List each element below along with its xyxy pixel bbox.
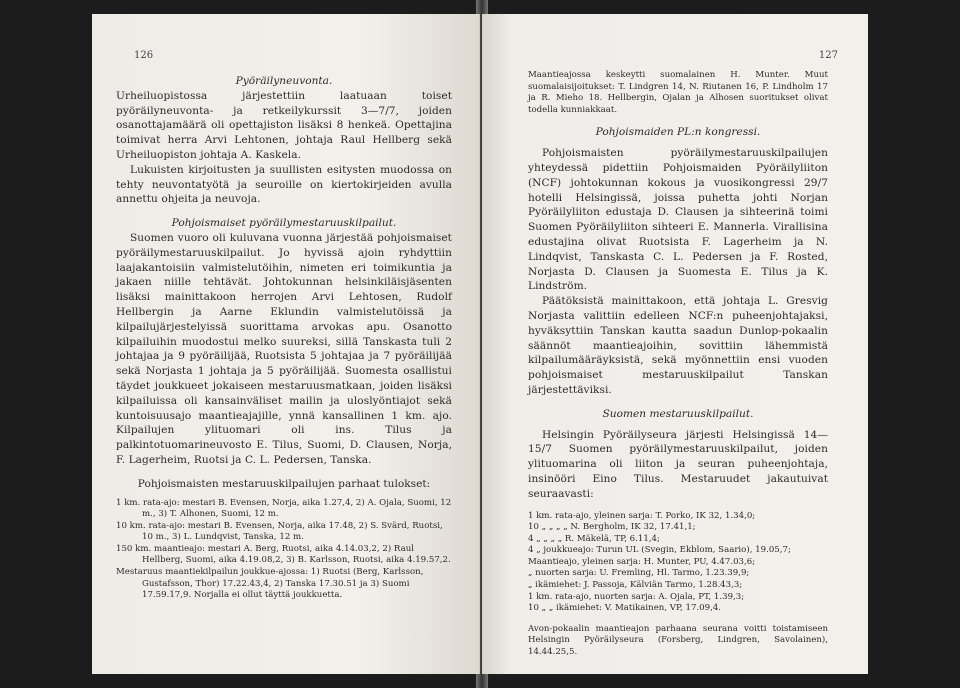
result-line: 10 km. rata-ajo: mestari B. Evensen, Norja, aika 17.48, 2) S. Svärd, Ruotsi, 10 m., 3) L. Lundqvist, Tanska, 12 m.: [116, 520, 443, 543]
body-paragraph: Pohjoismaisten pyöräilymestaruuskilpailujen yhteydessä pidettiin Pohjoismaiden Pyöräilyliiton (NCF) johtokunnan kokous ja vuosikongressi 29/7 hotelli Helsingissä, joissa puhetta johti Norjan Pyöräilyliiton edustaja D. Clausen ja sihteerinä toimi Suomen Pyöräilyliiton sihteeri E. Mannerla. Virallisina edustajina olivat Ruotsista F. Lagerheim ja N. Lindqvist, Tanskasta C. L. Pedersen ja F. Rosted, Norjasta D. Clausen ja Suomesta E. Tilus ja K. Lindström.: [528, 147, 828, 293]
page-number: 126: [134, 50, 154, 61]
body-paragraph: Urheiluopistossa järjestettiin laatuaan toiset pyöräilyneuvonta- ja retkeilykurssit 3—7/7, joiden osanottajamäärä oli opettajiston lisäksi 8 henkeä. Opettajina toimivat herra Arvi Lehtonen, johtaja Raul Hellberg sekä Urheiluopiston johtaja A. Kaskela.: [116, 89, 452, 161]
results-list: [116, 498, 452, 602]
result-line: Mestaruus maantiekilpailun joukkue-ajossa: 1) Ruotsi (Berg, Karlsson, Gustafsson, Thor) 17.22.43,4, 2) Tanska 17.30.51 ja 3) Suomi 17.59.17,9. Norjalla ei ollut täyttä joukkuetta.: [116, 567, 424, 601]
result-line: Maantieajo, yleinen sarja: H. Munter, PU, 4.47.03,6;: [528, 556, 756, 567]
result-line: 1 km. rata-ajo, nuorten sarja: A. Ojala, PT, 1.39,3;: [528, 591, 745, 602]
result-line: 4 „ „ „ „ R. Mäkelä, TP, 6.11,4;: [528, 533, 660, 544]
result-line: 10 „ „ „ „ N. Bergholm, IK 32, 17.41,1;: [528, 522, 696, 533]
section-heading: Suomen mestaruuskilpailut.: [602, 407, 754, 420]
result-line: 150 km. maantieajo: mestari A. Berg, Ruotsi, aika 4.14.03,2, 2) Raul Hellberg, Suomi, aika 4.19.08,2, 3) B. Karlsson, Ruotsi, aika 4.19.57,2.: [116, 543, 451, 566]
section-heading: Pohjoismaiset pyöräilymestaruuskilpailut.: [171, 217, 397, 230]
small-paragraph: Avon-pokaalin maantieajon parhaana seurana voitti toistamiseen Helsingin Pyöräilyseura (Forsberg, Lindgren, Savolainen), 14.44.25,5.: [528, 623, 828, 658]
result-line: 4 „ joukkueajo: Turun UL (Svegin, Ekblom, Saario), 19.05,7;: [528, 545, 791, 556]
results-list: [528, 511, 828, 615]
section-heading: Pyöräilyneuvonta.: [235, 75, 333, 87]
page-number: 127: [818, 50, 838, 61]
result-line: „ nuorten sarja: U. Fremling, Hl. Tarmo, 1.23.39,9;: [528, 568, 750, 579]
result-line: 1 km. rata-ajo, yleinen sarja: T. Porko, IK 32, 1.34,0;: [528, 510, 756, 521]
left-page: [92, 14, 480, 674]
results-heading: Pohjoismaisten mestaruuskilpailujen parhaat tulokset:: [137, 477, 431, 490]
section-heading: Pohjoismaiden PL:n kongressi.: [595, 126, 761, 139]
left-page-content: [116, 74, 452, 602]
result-line: 10 „ „ ikämiehet: V. Matikainen, VP, 17.09,4.: [528, 603, 722, 614]
body-paragraph: Päätöksistä mainittakoon, että johtaja L. Gresvig Norjasta valittiin edelleen NCF:n puheenjohtajaksi, hyväksyttiin Tanskan kautta saadun Dunlop-pokaalin säännöt maantieajoihin, sovittiin lähemmistä kilpailumääräyksistä, sekä myönnettiin ensi vuoden pohjoismaiset mestaruuskilpailut Tanskan järjestettäviksi.: [528, 295, 828, 396]
right-page-content: [528, 70, 828, 659]
result-line: „ ikämiehet: J. Passoja, Kälviän Tarmo, 1.28.43,3;: [528, 580, 743, 591]
body-paragraph: Suomen vuoro oli kuluvana vuonna järjestää pohjoismaiset pyöräilymestaruuskilpailut. Jo hyvissä ajoin ryhdyttiin laajakantoisiin valmistelutöihin, nimeten eri toimikuntia ja jakaen niille tehtävät. Johtokunnan helsinkiläisjäsenten lisäksi mainittakoon herrojen Arvi Lehtosen, Rudolf Hellbergin ja Aarne Eklundin valmistelutöissä ja kilpailujärjestelyissä suorittama arvokas apu. Osanotto kilpailuihin muodostui melko suureksi, sillä Tanskasta tuli 2 johtajaa ja 9 pyöräilijää, Ruotsista 5 johtajaa ja 7 pyöräilijää sekä Norjasta 1 johtaja ja 5 pyöräilijää. Suomesta osallistui täydet joukkueet jokaiseen mestaruusmatkaan, joiden lisäksi kilpailuissa oli kansainväliset mailin ja uloslyöntiajot sekä kuntoisuusajo maantieajajille, ynnä kansallinen 1 km. ajo. Kilpailujen ylituomari oli ins. Tilus ja palkintotuomarineuvosto E. Tilus, Suomi, D. Clausen, Norja, F. Lagerheim, Ruotsi ja C. L. Pedersen, Tanska.: [116, 231, 452, 466]
result-line: 1 km. rata-ajo: mestari B. Evensen, Norja, aika 1.27,4, 2) A. Ojala, Suomi, 12 m., 3) T. Alhonen, Suomi, 12 m.: [116, 497, 452, 520]
small-paragraph: Maantieajossa keskeytti suomalainen H. Munter. Muut suomalaisijoitukset: T. Lindgren 14, N. Riutanen 16, P. Lindholm 17 ja R. Mieho 18. Hellbergin, Ojalan ja Alhosen suoritukset olivat todella kunniakkaat.: [528, 70, 828, 115]
body-paragraph: Lukuisten kirjoitusten ja suullisten esitysten muodossa on tehty neuvontatyötä ja seuroille on kiertokirjeiden avulla annettu ohjeita ja neuvoja.: [116, 163, 452, 206]
right-page: [482, 14, 868, 674]
body-paragraph: Helsingin Pyöräilyseura järjesti Helsingissä 14—15/7 Suomen pyöräilymestaruuskilpailut, joiden ylituomarina oli liiton ja seuran puheenjohtaja, insinööri Eino Tilus. Mestaruudet jakautuivat seuraavasti:: [528, 428, 828, 500]
